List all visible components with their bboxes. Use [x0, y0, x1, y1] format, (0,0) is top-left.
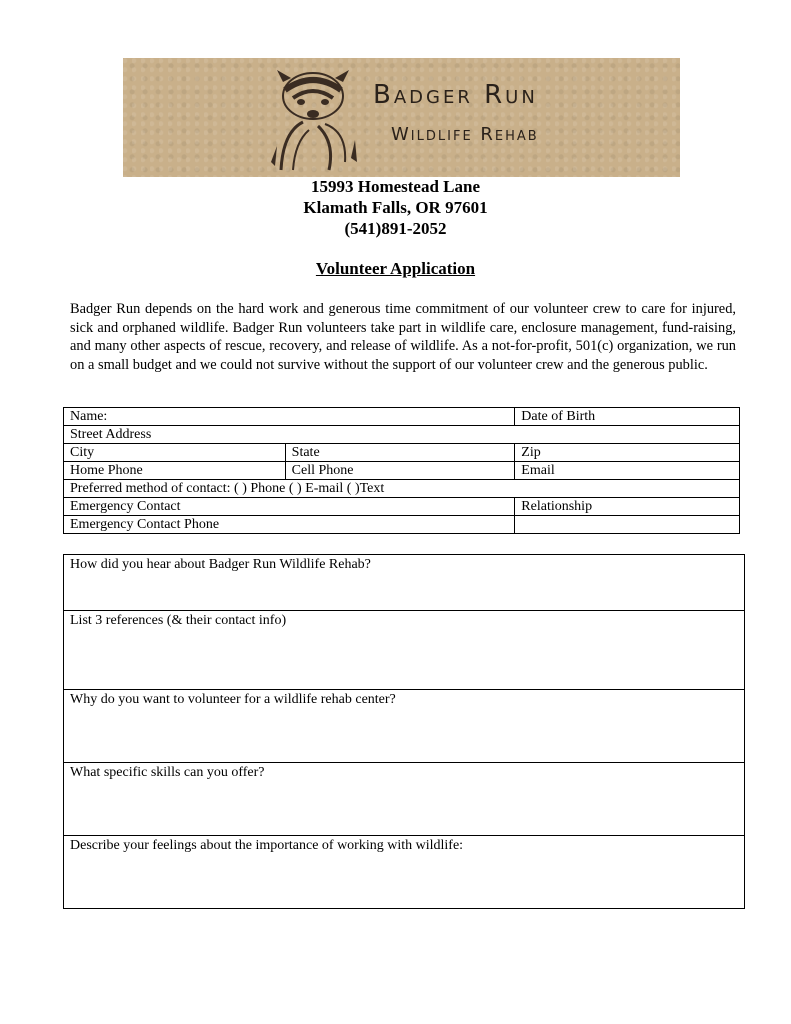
cell-phone-field[interactable]: Cell Phone	[285, 462, 515, 480]
page-title: Volunteer Application	[315, 259, 476, 278]
badger-logo-icon	[263, 62, 363, 174]
phone-number: (541)891-2052	[344, 219, 447, 238]
logo-subtitle: Wildlife Rehab	[391, 124, 539, 145]
table-row	[64, 408, 740, 426]
logo-banner	[123, 58, 680, 177]
table-row	[64, 516, 740, 534]
table-row	[64, 444, 740, 462]
dob-field[interactable]: Date of Birth	[515, 408, 740, 426]
table-row	[64, 555, 745, 611]
preferred-contact-field[interactable]: Preferred method of contact: ( ) Phone ( ) E-mail ( )Text	[64, 480, 740, 498]
address-street: 15993 Homestead Lane	[310, 177, 481, 196]
table-row	[64, 462, 740, 480]
question-skills[interactable]: What specific skills can you offer?	[64, 763, 745, 836]
state-field[interactable]: State	[285, 444, 515, 462]
table-row	[64, 763, 745, 836]
name-field[interactable]: Name:	[64, 408, 515, 426]
email-field[interactable]: Email	[515, 462, 740, 480]
relationship-field[interactable]: Relationship	[515, 498, 740, 516]
emergency-phone-field[interactable]: Emergency Contact Phone	[64, 516, 515, 534]
table-row	[64, 611, 745, 690]
question-hear-about[interactable]: How did you hear about Badger Run Wildlife Rehab?	[64, 555, 745, 611]
table-row	[64, 480, 740, 498]
table-row	[64, 690, 745, 763]
zip-field[interactable]: Zip	[515, 444, 740, 462]
applicant-info-table	[63, 407, 740, 534]
questions-table	[63, 554, 745, 909]
table-row	[64, 498, 740, 516]
table-row	[64, 836, 745, 909]
city-field[interactable]: City	[64, 444, 286, 462]
question-references[interactable]: List 3 references (& their contact info)	[64, 611, 745, 690]
intro-paragraph: Badger Run depends on the hard work and generous time commitment of our volunteer crew to care for injured, sick and orphaned wildlife. Badger Run volunteers take part in wildlife care, enclosure management, fund-raising, and many other aspects of rescue, recovery, and release of wildlife. As a not-for-profit, 501(c) organization, we run on a small budget and we could not survive without the support of our volunteer crew and the generous public.	[70, 301, 736, 373]
logo-title: Badger Run	[373, 80, 538, 110]
emergency-contact-field[interactable]: Emergency Contact	[64, 498, 515, 516]
question-feelings[interactable]: Describe your feelings about the importance of working with wildlife:	[64, 836, 745, 909]
address-city: Klamath Falls, OR 97601	[303, 198, 488, 217]
empty-cell[interactable]	[515, 516, 740, 534]
street-address-field[interactable]: Street Address	[64, 426, 740, 444]
question-why-volunteer[interactable]: Why do you want to volunteer for a wildlife rehab center?	[64, 690, 745, 763]
home-phone-field[interactable]: Home Phone	[64, 462, 286, 480]
table-row	[64, 426, 740, 444]
